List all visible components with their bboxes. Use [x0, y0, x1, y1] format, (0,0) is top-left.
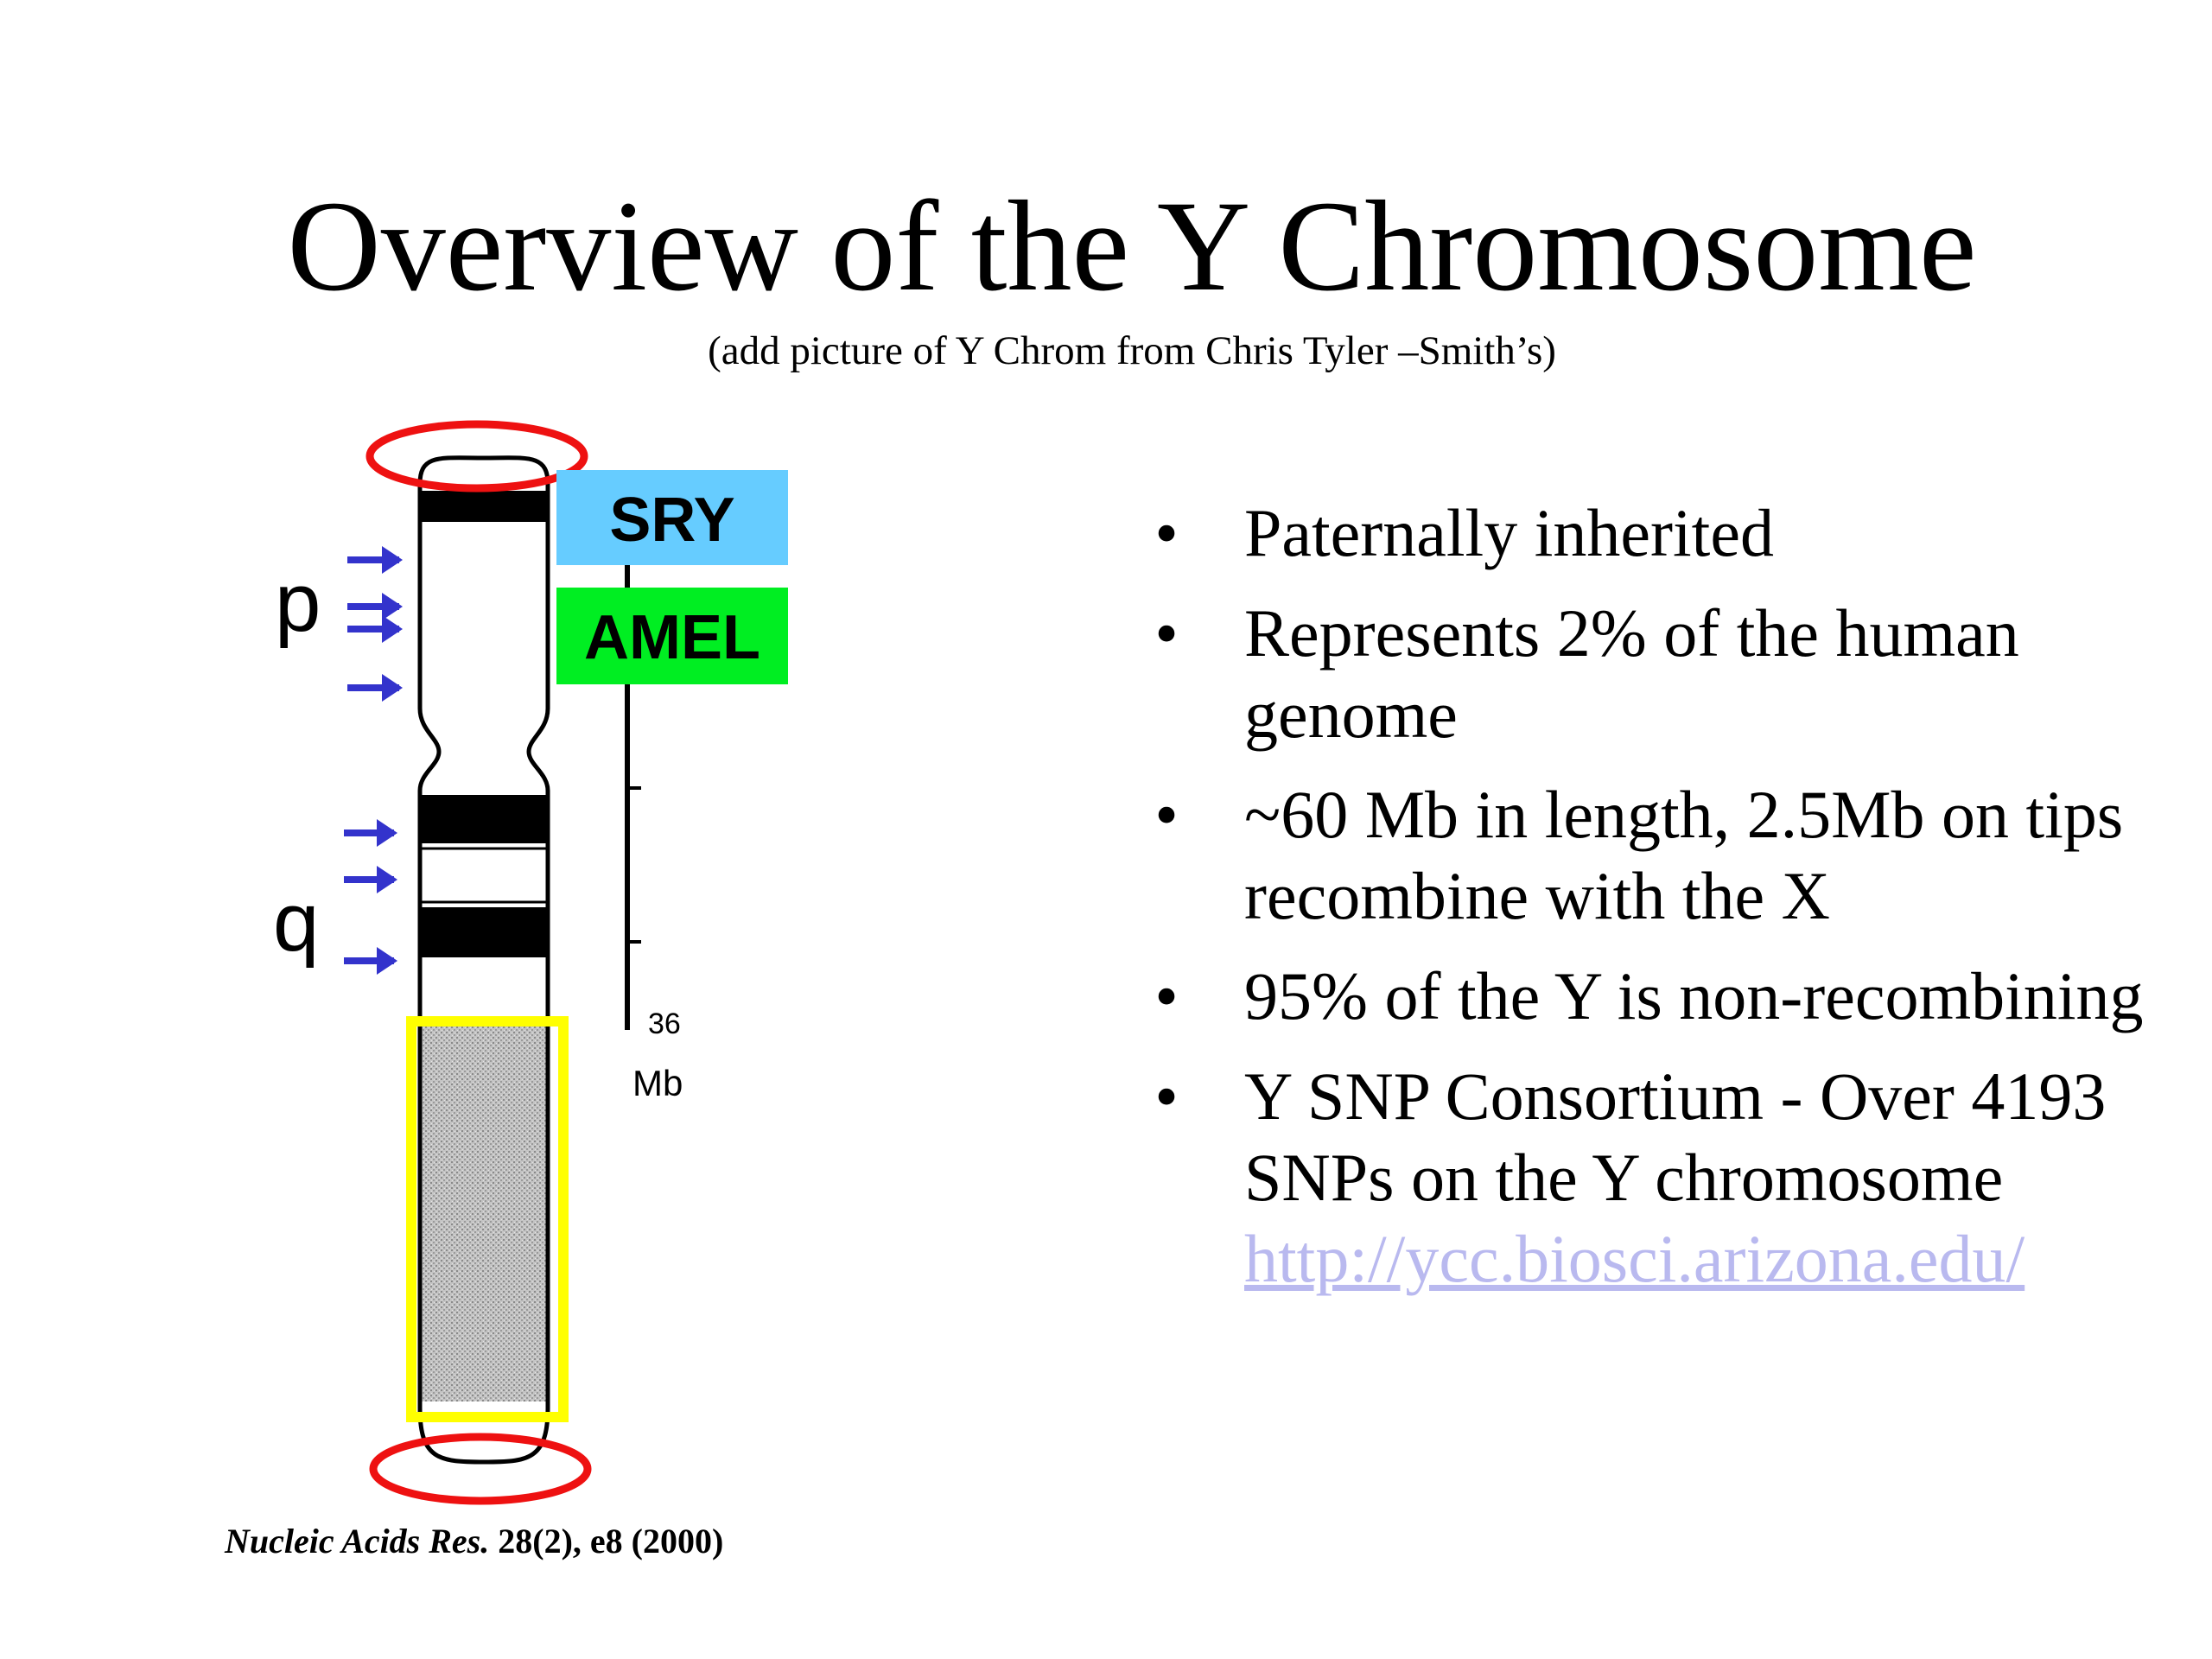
pseudoautosomal-tip-circle [373, 1437, 588, 1501]
bullet-text: Represents 2% of the human genome [1244, 595, 2019, 752]
citation-journal: Nucleic Acids Res. [225, 1522, 490, 1560]
bullet-icon: • [1154, 1058, 1179, 1134]
chromosome-band [420, 907, 548, 957]
bullet-icon: • [1154, 777, 1179, 852]
bullet-text: 95% of the Y is non-recombining [1244, 958, 2144, 1033]
heterochromatin-region [420, 1021, 548, 1402]
bullet-icon: • [1154, 595, 1179, 671]
arrow-icon [347, 615, 403, 643]
bullet-item [1149, 774, 2186, 937]
scale-value-label: 36 [648, 1007, 681, 1040]
arrow-icon [344, 819, 397, 847]
bullet-icon: • [1154, 958, 1179, 1033]
arrow-icon [344, 947, 397, 975]
consortium-link[interactable]: http://ycc.biosci.arizona.edu/ [1244, 1221, 2025, 1296]
bullet-list [1149, 493, 2186, 1319]
q-arm-label: q [273, 876, 320, 969]
slide-title: Overview of the Y Chromosome [287, 175, 1977, 318]
bullet-item [1149, 593, 2186, 755]
chromosome-band [420, 795, 548, 843]
slide-subtitle: (add picture of Y Chrom from Chris Tyler –Smith’s) [708, 328, 1556, 373]
amel-gene-label: AMEL [584, 603, 760, 672]
arrow-icon [347, 674, 403, 702]
p-arm-label: p [275, 556, 321, 649]
arrow-icon [347, 546, 403, 574]
arrow-icon [347, 593, 403, 620]
bullet-item [1149, 493, 2186, 574]
chromosome-band [420, 491, 548, 522]
bullet-text: Y SNP Consortium - Over 4193 SNPs on the Y chromosome [1244, 1058, 2107, 1215]
sry-gene-label: SRY [609, 486, 735, 555]
arrow-icon [344, 866, 397, 893]
bullet-item [1149, 956, 2186, 1037]
y-chromosome-diagram [0, 0, 864, 1642]
bullet-item [1149, 1056, 2186, 1300]
bullet-text: ~60 Mb in length, 2.5Mb on tips recombine with the X [1244, 777, 2124, 933]
bullet-icon: • [1154, 495, 1179, 570]
scale-unit-label: Mb [632, 1063, 683, 1103]
bullet-text: Paternally inherited [1244, 495, 1774, 570]
figure-citation [225, 1521, 723, 1562]
citation-details: 28(2), e8 (2000) [489, 1522, 724, 1560]
